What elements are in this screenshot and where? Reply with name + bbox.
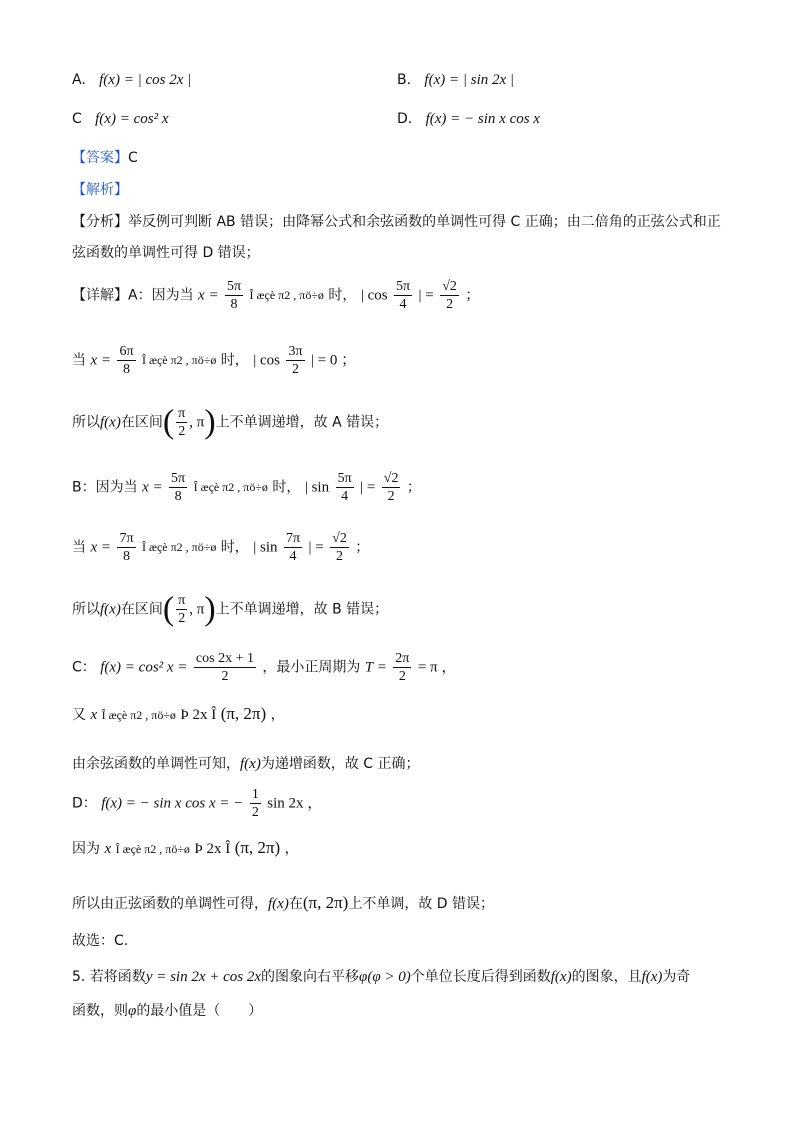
option-a: A. f(x) = | cos 2x | xyxy=(72,72,192,88)
option-d-expr: f(x) = − sin x cos x xyxy=(425,111,540,127)
detail-a-line-1: 【详解】A：因为当 x = $\frac{5\pi}{8}$ Î æçè π2 , πö÷ø 时， | cos $\frac{5\pi}{4}$ | = $\frac{√2}{2}$ ； xyxy=(72,279,480,312)
option-d: D. f(x) = − sin x cos x xyxy=(397,111,540,127)
analysis-heading: 【解析】 xyxy=(72,182,128,198)
option-c: C f(x) = cos² x xyxy=(72,111,169,127)
option-a-expr: f(x) = | cos 2x | xyxy=(99,72,192,88)
fenxi-line-1: 【分析】举反例可判断 AB 错误；由降幂公式和余弦函数的单调性可得 C 正确；由二倍角的正弦公式和正 xyxy=(72,214,721,230)
detail-a-line-3: 所以f(x)在区间( $\frac{\pi}{2}$ , π)上不单调递增，故 A 错误； xyxy=(72,403,389,441)
detail-d-line-3: 所以由正弦函数的单调性可得，f(x)在(π, 2π)上不单调，故 D 错误； xyxy=(72,893,495,912)
detail-d-line-2: 因为 x Î æçè π2 , πö÷ø Þ 2x Î (π, 2π) ， xyxy=(72,838,299,857)
option-c-expr: f(x) = cos² x xyxy=(95,111,169,127)
detail-d-line-1: D： f(x) = − sin x cos x = − $\frac{1}{2}$ sin 2x ， xyxy=(72,787,323,820)
interval-garble: Î æçè π2 , πö÷ø xyxy=(249,288,324,302)
option-b: B. f(x) = | sin 2x | xyxy=(397,72,515,88)
detail-a-line-2: 当 x = $\frac{6\pi}{8}$ Î æçè π2 , πö÷ø 时， | cos $\frac{3\pi}{2}$ | = 0 ； xyxy=(72,344,357,377)
answer-line: 【答案】C xyxy=(72,150,138,166)
fenxi-line-2: 弦函数的单调性可得 D 错误； xyxy=(72,245,260,261)
option-b-expr: f(x) = | sin 2x | xyxy=(424,72,515,88)
conclusion: 故选：C. xyxy=(72,933,129,949)
detail-c-line-3: 由余弦函数的单调性可知，f(x)为递增函数，故 C 正确； xyxy=(72,756,420,772)
detail-c-line-2: 又 x Î æçè π2 , πö÷ø Þ 2x Î (π, 2π) ， xyxy=(72,704,285,723)
question-5-line-2: 函数，则φ的最小值是（ ） xyxy=(72,1003,263,1019)
detail-b-line-1: B：因为当 x = $\frac{5\pi}{8}$ Î æçè π2 , πö÷ø 时， | sin $\frac{5\pi}{4}$ | = $\frac{√2}{2}$ ； xyxy=(72,471,421,504)
question-5-line-1: 5. 若将函数y = sin 2x + cos 2x的图象向右平移φ(φ > 0)个单位长度后得到函数f(x)的图象，且f(x)为奇 xyxy=(72,969,691,985)
detail-b-line-3: 所以f(x)在区间( $\frac{\pi}{2}$ , π)上不单调递增，故 B 错误； xyxy=(72,590,389,628)
answer-value: C xyxy=(128,150,138,166)
detail-b-line-2: 当 x = $\frac{7\pi}{8}$ Î æçè π2 , πö÷ø 时， | sin $\frac{7\pi}{4}$ | = $\frac{√2}{2}$ ； xyxy=(72,531,370,564)
detail-c-line-1: C： f(x) = cos² x = $\frac{\cos 2x + 1}{2}$ ，最小正周期为 T = $\frac{2\pi}{2}$ = π ， xyxy=(72,651,457,684)
